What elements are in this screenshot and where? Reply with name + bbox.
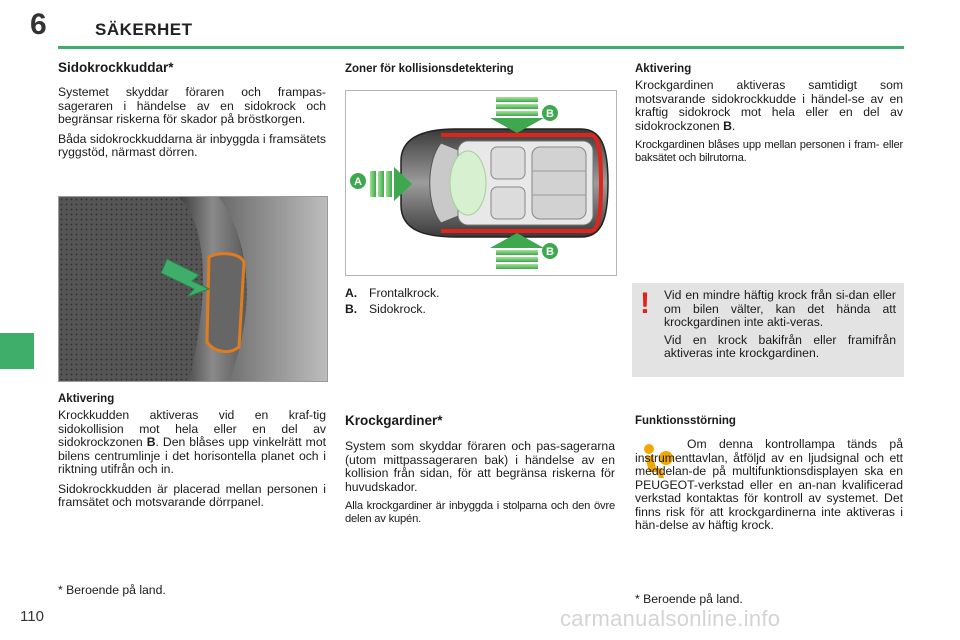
chapter-title: SÄKERHET [95,20,193,39]
header-rule [58,46,904,49]
curtain-activation-title: Aktivering [635,63,692,75]
seat-airbag-illustration [58,196,328,382]
warning-p1: Vid en mindre häftig krock från si-dan eller om bilen välter, kan det hända att krockgardinen inte akti-veras. [664,288,896,329]
side-airbags-p2: Båda sidokrockkuddarna är inbyggda i framsätets ryggstöd, närmast dörren. [58,131,326,159]
side-airbags-title: Sidokrockkuddar* [58,60,174,75]
malfunction-text [635,438,903,539]
zones-title: Zoner för kollisionsdetektering [345,63,514,75]
malfunction-title: Funktionsstörning [635,415,736,427]
seat-illustration-svg [59,197,327,381]
side-activation-p1: Krockkudden aktiveras vid en kraf-tig sidokollision mot hela eller en del av sidokrockzonen B. Den blåses upp vinkelrätt mot bilens centrumlinje i det horisontella planet och i riktning utifrån och in. [58,408,326,476]
side-arrow-top-icon [490,97,544,133]
col3-footnote: * Beroende på land. [635,592,743,606]
curtain-p1: System som skyddar föraren och pas-sagerarna (utom mittpassageraren bak) i händelse av en kollision från sidan, för att begränsa riskerna för huvudskador. [345,439,615,494]
warning-box [632,283,904,377]
diagram-legend [345,285,615,317]
side-airbags-p1: Systemet skyddar föraren och frampas-sageraren i händelse av en sidokrock och begränsar riskerna för skador på bröstkorgen. [58,85,326,126]
side-arrow-bottom-icon [490,233,544,269]
watermark: carmanualsonline.info [560,606,781,631]
warning-p2: Vid en krock bakifrån eller framifrån aktiveras inte krockgardinen. [664,332,896,360]
curtain-activation-p2: Krockgardinen blåses upp mellan personen i fram- eller baksätet och bilrutorna. [635,139,903,164]
curtain-airbags-title: Krockgardiner* [345,413,443,428]
chapter-side-tab [0,333,34,369]
curtain-p2: Alla krockgardiner är inbyggda i stolparna och den övre delen av kupén. [345,500,615,525]
side-activation-text [58,409,326,516]
car-topview-svg [346,91,616,275]
page-number: 110 [20,608,44,625]
airbag-zone-outline [207,254,244,352]
side-airbags-intro [58,86,326,166]
malfunction-p: Om denna kontrollampa tänds på instrumenttavlan, åtföljd av en ljudsignal och ett meddelan-de på multifunktionsdisplayen ska en PEUGEOT-verkstad eller en an-nan kvalificerad verkstad kontaktas för kontroll av systemet. Det finns risk för att krockgardinerna inte aktiveras i hän-delse av häftig krock. [635,437,903,532]
curtain-activation-p1: Krockgardinen aktiveras samtidigt som motsvarande sidokrockkudde i händel-se av en kraftig sidokrock mot hela eller en del av sidokrockzonen B. [635,78,903,133]
side-activation-title: Aktivering [58,393,115,405]
curtain-airbags-text [345,440,615,531]
legend-item-b: B. Sidokrock. [345,302,426,316]
curtain-activation-text [635,79,903,170]
chapter-number: 6 [30,8,47,41]
zone-b-top-label: B [546,108,554,120]
col1-footnote: * Beroende på land. [58,583,166,597]
warning-text [664,289,896,361]
side-activation-p2: Sidokrockkudden är placerad mellan personen i framsätet och motsvarande dörrpanel. [58,481,326,509]
zone-b-bottom-label: B [546,246,554,258]
zone-a-label: A [354,176,362,188]
collision-zones-diagram [345,90,617,276]
legend-item-a: A. Frontalkrock. [345,286,440,300]
warning-icon: ! [640,287,650,320]
